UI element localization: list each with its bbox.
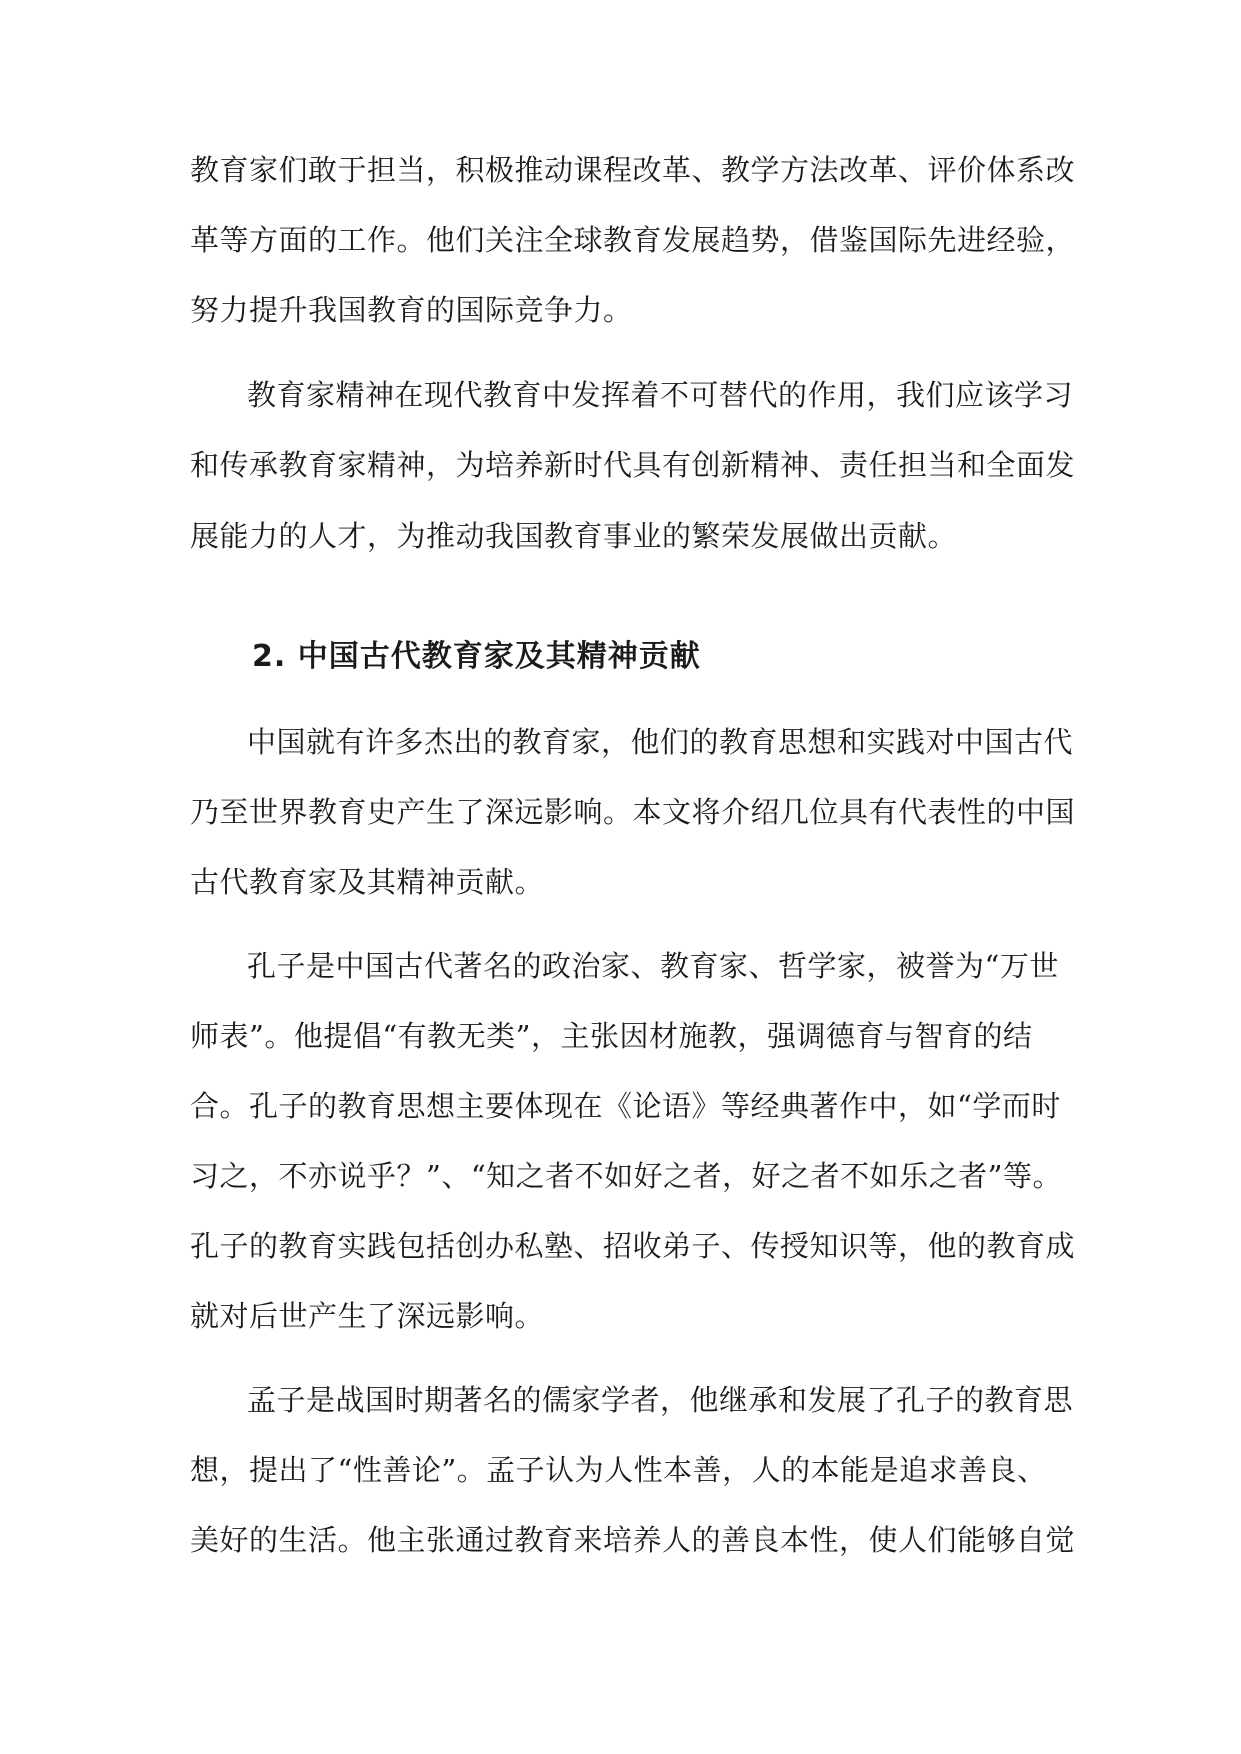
text-line: 合。孔子的教育思想主要体现在《论语》等经典著作中，如“学而时 [190, 1089, 1061, 1123]
text-line: 教育家精神在现代教育中发挥着不可替代的作用，我们应该学习 [247, 378, 1074, 412]
text-line: 革等方面的工作。他们关注全球教育发展趋势，借鉴国际先进经验， [190, 223, 1076, 257]
text-line: 孟子是战国时期著名的儒家学者，他继承和发展了孔子的教育思 [247, 1383, 1074, 1417]
text-line: 中国就有许多杰出的教育家，他们的教育思想和实践对中国古代 [247, 725, 1074, 759]
text-line: 孔子的教育实践包括创办私塾、招收弟子、传授知识等，他的教育成 [190, 1229, 1076, 1263]
text-line: 乃至世界教育史产生了深远影响。本文将介绍几位具有代表性的中国 [190, 795, 1076, 829]
text-line: 孔子是中国古代著名的政治家、教育家、哲学家，被誉为“万世 [247, 949, 1059, 983]
text-line: 师表”。他提倡“有教无类”，主张因材施教，强调德育与智育的结 [190, 1019, 1033, 1053]
text-line: 展能力的人才，为推动我国教育事业的繁荣发展做出贡献。 [190, 519, 958, 553]
section-heading: 2. 中国古代教育家及其精神贡献 [252, 639, 701, 674]
text-line: 古代教育家及其精神贡献。 [190, 865, 545, 899]
text-line: 想，提出了“性善论”。孟子认为人性本善，人的本能是追求善良、 [190, 1453, 1047, 1487]
text-line: 就对后世产生了深远影响。 [190, 1299, 545, 1333]
text-line: 努力提升我国教育的国际竞争力。 [190, 293, 633, 327]
text-line: 和传承教育家精神，为培养新时代具有创新精神、责任担当和全面发 [190, 448, 1076, 482]
text-line: 习之，不亦说乎？”、“知之者不如好之者，好之者不如乐之者”等。 [190, 1159, 1062, 1193]
text-line: 美好的生活。他主张通过教育来培养人的善良本性，使人们能够自觉 [190, 1523, 1076, 1557]
text-line: 教育家们敢于担当，积极推动课程改革、教学方法改革、评价体系改 [190, 153, 1076, 187]
